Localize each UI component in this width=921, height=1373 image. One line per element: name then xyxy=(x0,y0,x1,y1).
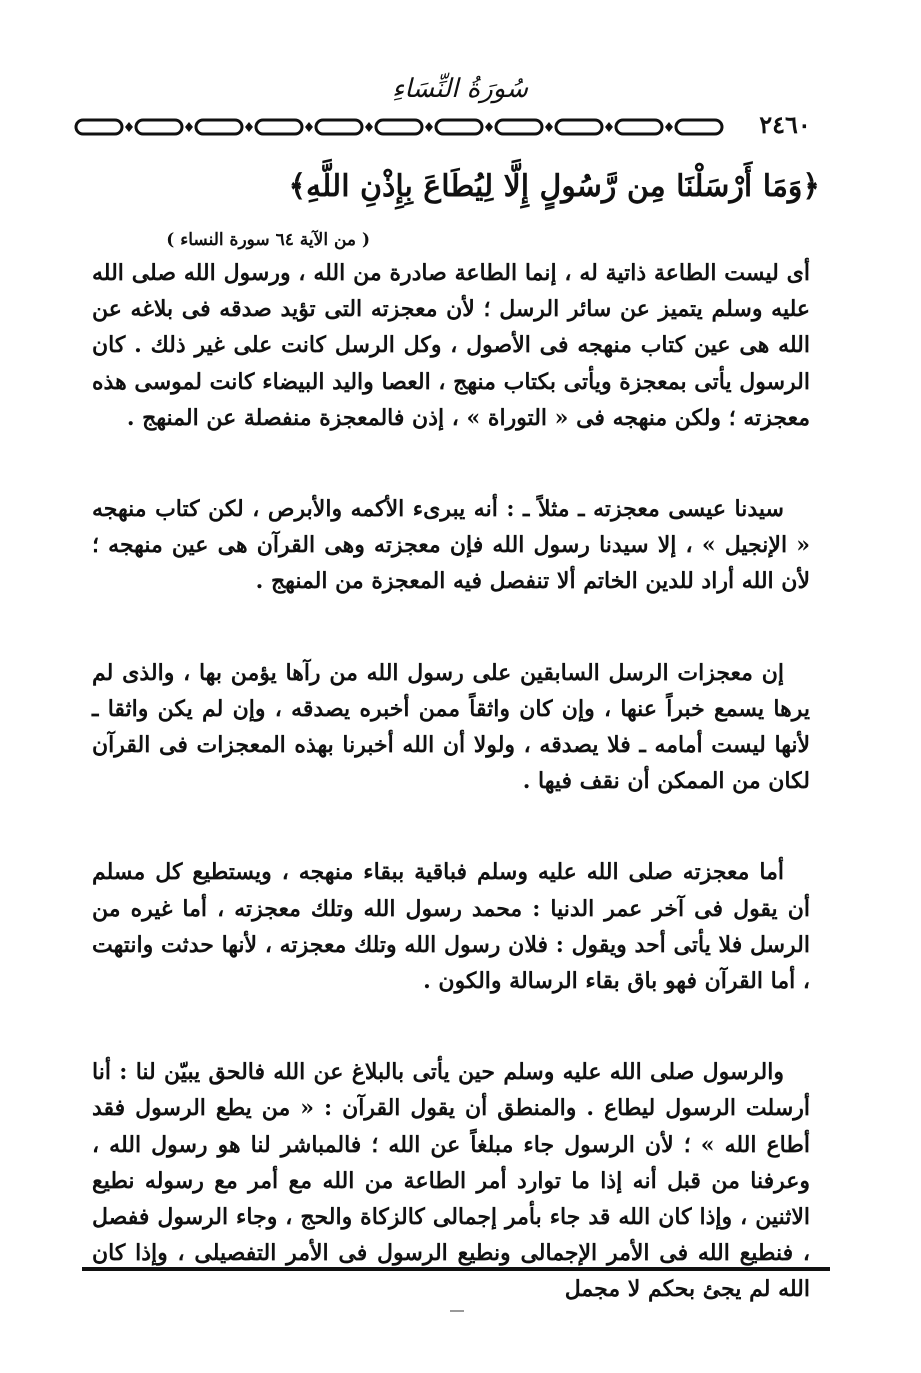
verse-open-bracket: ﴿ xyxy=(802,169,820,204)
page-number: ٢٤٦٠ xyxy=(745,110,825,140)
paragraph: أى ليست الطاعة ذاتية له ، إنما الطاعة صادرة من الله ، ورسول الله صلى الله عليه وسلم يتميز عن سائر الرسل ؛ لأن معجزته التى تؤيد صدقه فى بلاغه عن الله هى عين كتاب منهجه فى الأصول ، وكل الرسل كانت على غير ذلك . كان الرسول يأتى بمعجزة ويأتى بكتاب منهج ، العصا واليد البيضاء كانت لموسى هذه معجزته ؛ ولكن منهجه فى « التوراة » ، إذن فالمعجزة منفصلة عن المنهج . xyxy=(92,260,810,431)
footer-rule xyxy=(82,1267,830,1271)
paragraph: إن معجزات الرسل السابقين على رسول الله من رآها يؤمن بها ، والذى لم يرها يسمع خبراً عنها ، وإن كان واثقاً ممن أخبره يصدقه ، وإن لم يكن واثقا ـ لأنها ليست أمامه ـ فلا يصدقه ، ولولا أن الله أخبرنا بهذه المعجزات فى القرآن لكان من الممكن أن نقف فيها . xyxy=(92,659,810,795)
ornamental-header-border xyxy=(70,114,830,140)
paragraph: أما معجزته صلى الله عليه وسلم فباقية ببقاء منهجه ، ويستطيع كل مسلم أن يقول فى آخر عمر الدنيا : محمد رسول الله وتلك معجزته ، أما غيره من الرسل فلا يأتى أحد ويقول : فلان رسول الله وتلك معجزته ، لأنها حدثت وانتهت ، أما القرآن فهو باق بقاء الرسالة والكون . xyxy=(92,859,810,995)
verse-close-bracket: ﴾ xyxy=(288,169,307,204)
verse-text: وَمَا أَرْسَلْنَا مِن رَّسُولٍ إِلَّا لِيُطَاعَ بِإِذْنِ اللَّهِ xyxy=(306,169,803,204)
surah-title: سُورَةُ النِّسَاءِ xyxy=(392,74,528,104)
quran-verse xyxy=(180,162,820,212)
scan-mark xyxy=(450,1310,464,1312)
paragraph: سيدنا عيسى معجزته ـ مثلاً ـ : أنه يبرىء الأكمه والأبرص ، لكن كتاب منهجه « الإنجيل » ، إلا سيدنا رسول الله فإن معجزته وهى القرآن هى عين منهجه ؛ لأن الله أراد للدين الخاتم ألا تنفصل فيه المعجزة من المنهج . xyxy=(92,496,810,595)
paragraph: والرسول صلى الله عليه وسلم حين يأتى بالبلاغ عن الله فالحق يبيّن لنا : أنا أرسلت الرسول ليطاع . والمنطق أن يقول القرآن : « من يطع الرسول فقد أطاع الله » ؛ لأن الرسول جاء مبلغاً عن الله ؛ فالمباشر لنا هو رسول الله ، وعرفنا من قبل أنه إذا ما توارد أمر الطاعة من الله مع أمر مع رسوله نطيع الاثنين ، وإذا كان الله قد جاء بأمر إجمالى كالزكاة والحج ، وجاء الرسول ففصل ، فنطيع الله فى الأمر الإجمالى ونطيع الرسول فى الأمر التفصيلى ، وإذا كان الله لم يجئ بحكم لا مجمل xyxy=(92,1059,810,1303)
commentary-body xyxy=(92,255,810,1363)
verse-reference: ( من الآية ٦٤ سورة النساء ) xyxy=(166,230,370,250)
